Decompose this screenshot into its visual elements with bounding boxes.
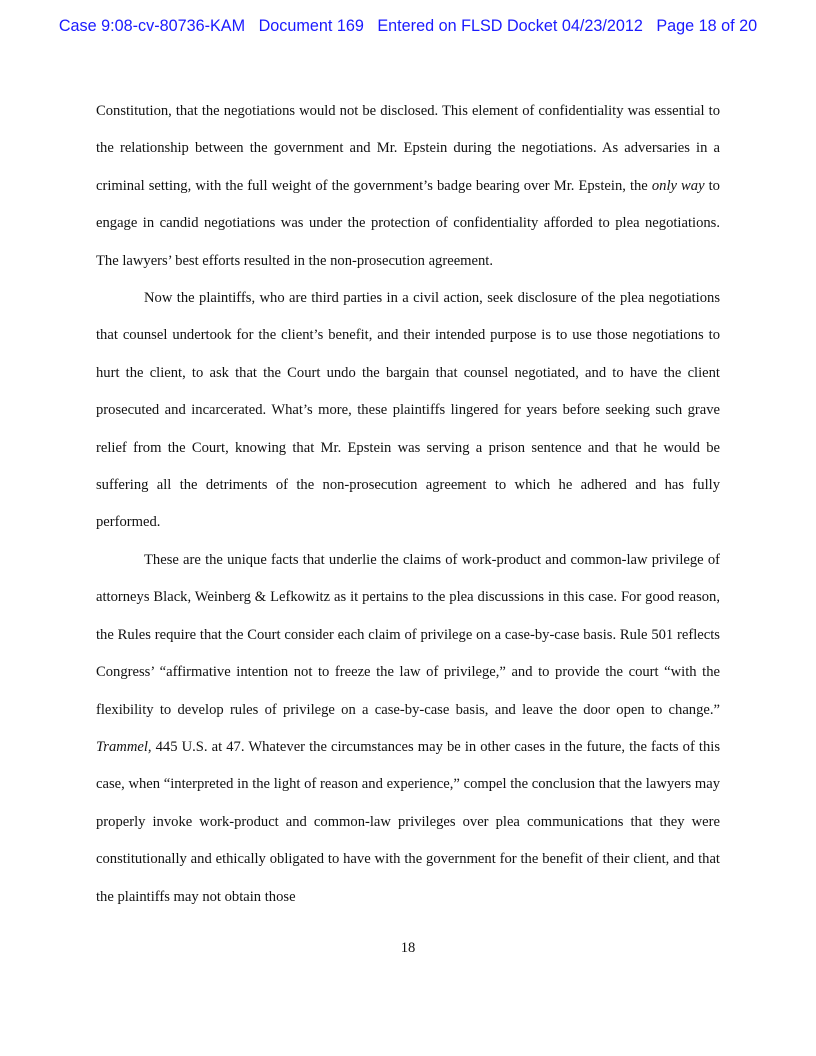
paragraph-text: 445 U.S. at 47. Whatever the circumstances may be in other cases in the future, the facts of this case, when “interpreted in the light of reason and experience,” compel the conclusion that the lawyers may properly invoke work-product and common-law privileges over plea communications that they were constitutionally and ethically obligated to have with the government for the benefit of their client, and that the plaintiffs may not obtain those	[96, 738, 720, 905]
paragraph-text: Now the plaintiffs, who are third parties in a civil action, seek disclosure of the plea negotiations that counsel undertook for the client’s benefit, and their intended purpose is to use those negotiations to hurt the client, to ask that the Court undo the bargain that counsel negotiated, and to have the client prosecuted and incarcerated. What’s more, these plaintiffs lingered for years before seeking such grave relief from the Court, knowing that Mr. Epstein was serving a prison sentence and that he would be suffering all the detriments of the non-prosecution agreement to which he adhered and has fully performed.	[96, 290, 720, 531]
paragraph-continuation	[96, 93, 720, 280]
docket-header	[0, 17, 816, 36]
case-number: Case 9:08-cv-80736-KAM	[58, 17, 246, 35]
page-number: 18	[400, 940, 416, 956]
paragraph-unique-facts	[96, 542, 720, 916]
paragraph-plaintiffs	[96, 280, 720, 542]
body-text	[96, 93, 720, 916]
emphasis-text: only way	[651, 177, 705, 194]
paragraph-text: These are the unique facts that underlie the claims of work-product and common-law privilege of attorneys Black, Weinberg & Lefkowitz as it pertains to the plea discussions in this case. For good reason, the Rules require that the Court consider each claim of privilege on a case-by-case basis. Rule 501 reflects Congress’ “affirmative intention not to freeze the law of privilege,” and to provide the court “with the flexibility to develop rules of privilege on a case-by-case basis, and leave the door open to change.”	[96, 551, 720, 718]
case-citation: Trammel,	[96, 738, 152, 755]
page-of-pages: Page 18 of 20	[656, 17, 758, 35]
entered-docket: Entered on FLSD Docket 04/23/2012	[377, 17, 643, 35]
paragraph-text: Constitution, that the negotiations would not be disclosed. This element of confidentiality was essential to the relationship between the government and Mr. Epstein during the negotiations. As adversaries in a criminal setting, with the full weight of the government’s badge bearing over Mr. Epstein, the	[96, 103, 720, 194]
paragraph-text: to engage in candid negotiations was under the protection of confidentiality afforded to plea negotiations. The lawyers’ best efforts resulted in the non-prosecution agreement.	[96, 177, 720, 269]
document-number: Document 169	[258, 17, 364, 35]
